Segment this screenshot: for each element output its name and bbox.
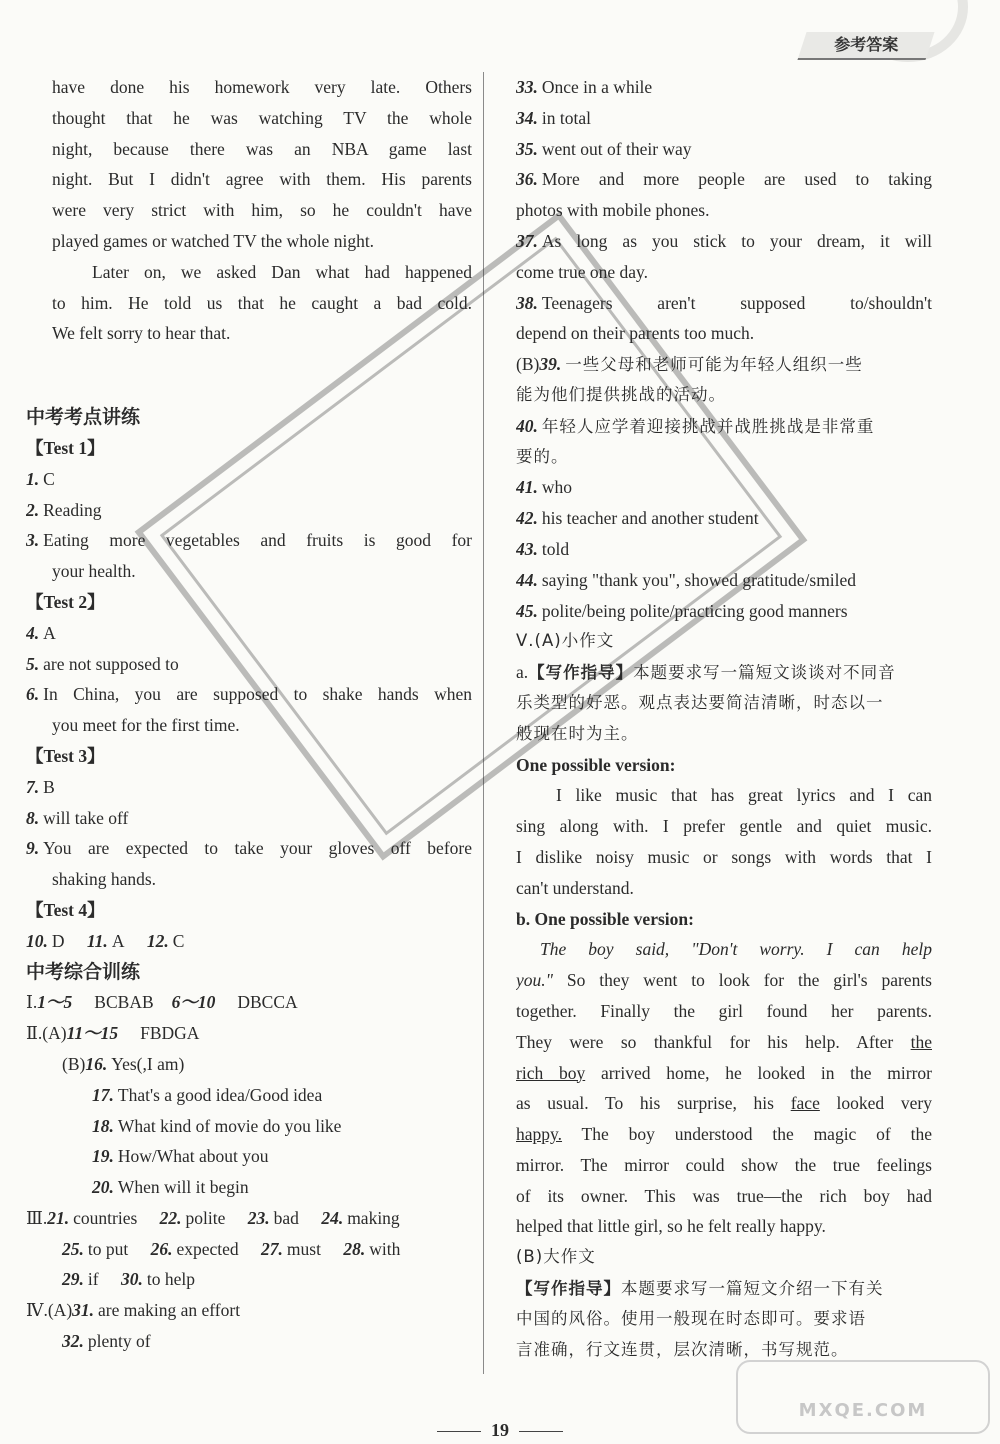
answer-number: 22.	[159, 1207, 182, 1228]
text-line: night. But I didn't agree with them. His parents	[52, 169, 472, 190]
test-label: 【Test 4】	[26, 899, 105, 920]
answer-item	[516, 103, 932, 134]
answer-text: will take off	[43, 807, 129, 828]
essay-text: They were so thankful for his help. After	[516, 1031, 911, 1052]
answer-text: Eating more vegetables and fruits is good for	[43, 530, 472, 551]
answer-number: 29.	[62, 1269, 84, 1290]
answer-continuation: depend on their parents too much.	[516, 323, 755, 344]
essay-line	[516, 1088, 932, 1119]
essay-line	[516, 965, 932, 996]
answer-number: 3.	[26, 530, 40, 551]
answer-number: 37.	[516, 230, 538, 251]
essay-line: I like music that has great lyrics and I can	[556, 785, 932, 806]
answer-number: 2.	[26, 499, 40, 520]
answer-text: his teacher and another student	[541, 508, 759, 529]
answer-number: 24.	[321, 1207, 344, 1228]
essay-italic: you."	[516, 970, 553, 991]
answer-number: 41.	[516, 477, 538, 498]
guide-text: 般现在时为主。	[516, 723, 639, 743]
answer-continuation: come true one day.	[516, 261, 649, 282]
answer-number: 6.	[26, 684, 40, 705]
answer-number: 26.	[150, 1238, 173, 1259]
answer-number: 21.	[47, 1207, 70, 1228]
answer-text: to put	[87, 1238, 129, 1259]
answer-number: 19.	[92, 1146, 114, 1167]
answer-continuation: your health.	[52, 561, 136, 582]
answer-number: 17.	[92, 1084, 114, 1105]
part-label: (A)	[47, 1300, 73, 1321]
answer-text: What kind of movie do you like	[117, 1115, 342, 1136]
essay-text: looked very	[819, 1093, 932, 1114]
answer-number: 39.	[539, 354, 562, 375]
answer-number: 18.	[92, 1115, 114, 1136]
header-tab	[797, 32, 934, 60]
answer-number: 10.	[26, 930, 48, 951]
test-label: 【Test 1】	[26, 437, 105, 458]
essay-line: I dislike noisy music or songs with words that I	[516, 846, 932, 867]
text-line: have done his homework very late. Others	[52, 77, 472, 97]
answer-text: bad	[273, 1207, 299, 1228]
answer-number: 25.	[62, 1238, 84, 1259]
answer-text: C	[43, 468, 55, 489]
section-title: 中考综合训练	[26, 960, 141, 983]
answer-text: to help	[146, 1269, 195, 1290]
essay-text: arrived home, he looked in the mirror	[585, 1062, 932, 1083]
text-line: were very strict with him, so he couldn't have	[52, 200, 472, 221]
answer-number: 4.	[26, 622, 40, 643]
section-heading: (B)大作文	[516, 1247, 596, 1267]
guide-text: 言准确，行文连贯，层次清晰，书写规范。	[516, 1339, 849, 1359]
answer-text: A	[111, 930, 125, 951]
answer-number: 8.	[26, 807, 40, 828]
answer-item	[26, 1111, 472, 1142]
answer-text: More and more people are used to taking	[541, 169, 932, 190]
answer-item	[26, 1141, 472, 1172]
answer-item	[26, 1295, 472, 1326]
essay-line	[516, 1058, 932, 1089]
answer-item	[26, 1080, 472, 1111]
roman-numeral: Ⅱ.	[26, 1023, 43, 1044]
answer-text: BCBAB	[94, 992, 154, 1013]
part-label: (A)	[42, 1023, 67, 1044]
answer-number: 42.	[516, 508, 538, 529]
answer-text: 年轻人应学着迎接挑战并战胜挑战是非常重	[541, 416, 875, 436]
essay-line: of its owner. This was true—the rich boy had	[516, 1185, 932, 1206]
answer-item	[26, 987, 472, 1018]
essay-underline: face	[790, 1093, 820, 1114]
answer-text: Once in a while	[541, 77, 653, 97]
answer-text: told	[541, 538, 570, 559]
text-line: night, because there was an NBA game last	[52, 138, 472, 159]
answer-text: countries	[73, 1207, 138, 1228]
section-title: 中考考点讲练	[26, 406, 141, 429]
answer-continuation: shaking hands.	[52, 869, 157, 890]
answer-number: 35.	[516, 138, 538, 159]
text-line: to him. He told us that he caught a bad cold.	[52, 292, 472, 313]
guide-text: 乐类型的好恶。观点表达要简洁清晰，时态以一	[516, 692, 884, 712]
answer-text: When will it begin	[117, 1177, 249, 1198]
essay-text: The boy understood the magic of the	[562, 1124, 932, 1145]
text-line: thought that he was watching TV the whole	[52, 107, 472, 128]
answer-item	[26, 926, 472, 957]
roman-numeral: Ⅳ.	[26, 1300, 48, 1321]
answer-item	[516, 72, 932, 103]
answer-text: FBDGA	[140, 1023, 200, 1044]
answer-range: 6～10	[171, 992, 216, 1013]
essay-line: helped that little girl, so he felt really happy.	[516, 1216, 826, 1237]
answer-text: went out of their way	[541, 138, 692, 159]
test-label: 【Test 3】	[26, 745, 105, 766]
answer-item	[516, 134, 932, 165]
answer-number: 34.	[516, 107, 538, 128]
item-prefix: a.	[516, 662, 529, 683]
answer-text: saying "thank you", showed gratitude/smiled	[541, 569, 857, 590]
version-text: One possible version:	[534, 908, 694, 929]
answer-text: C	[172, 930, 185, 951]
essay-underline: happy.	[516, 1124, 563, 1145]
answer-text: with	[369, 1238, 401, 1259]
answer-continuation: 能为他们提供挑战的活动。	[516, 384, 726, 404]
answer-text: polite/being polite/practicing good manners	[541, 600, 848, 621]
guide-text: 本题要求写一篇短文介绍一下有关	[621, 1279, 884, 1299]
answer-item	[26, 1264, 472, 1295]
text-line: Later on, we asked Dan what had happened	[92, 261, 472, 282]
answer-number: 32.	[62, 1331, 84, 1352]
answer-item	[26, 1203, 472, 1234]
writing-guide	[516, 1273, 932, 1304]
essay-line: together. Finally the girl found her parents.	[516, 1000, 932, 1021]
answer-number: 33.	[516, 77, 538, 97]
watermark-text: MXQE.COM	[798, 1400, 928, 1421]
answer-number: 28.	[343, 1238, 366, 1259]
answer-text: expected	[176, 1238, 239, 1259]
essay-line: sing along with. I prefer gentle and quiet music.	[516, 816, 932, 837]
answer-number: 9.	[26, 838, 40, 859]
answer-text: DBCCA	[237, 992, 298, 1013]
answer-number: 5.	[26, 653, 40, 674]
guide-label: 【写作指导】	[528, 663, 634, 683]
answer-number: 23.	[247, 1207, 270, 1228]
roman-numeral: Ⅰ.	[26, 992, 38, 1013]
answer-item	[516, 164, 932, 195]
answer-number: 27.	[261, 1238, 283, 1259]
answer-number: 43.	[516, 538, 538, 559]
answer-item	[26, 1049, 472, 1080]
part-label: (B)	[516, 354, 540, 375]
essay-underline: the	[910, 1031, 932, 1052]
answer-text: How/What about you	[117, 1146, 269, 1167]
part-label: (B)	[62, 1053, 86, 1074]
answer-text: making	[347, 1207, 400, 1228]
answer-number: 7.	[26, 776, 40, 797]
answer-text: A	[43, 622, 56, 643]
answer-text: You are expected to take your gloves off before	[43, 838, 472, 859]
essay-line: mirror. The mirror could show the true feelings	[516, 1154, 932, 1175]
answer-item	[26, 1018, 472, 1049]
page-number: 19	[0, 1420, 1000, 1441]
version-label	[516, 904, 932, 935]
answer-text: D	[51, 930, 65, 951]
essay-line: The boy said, "Don't worry. I can help	[540, 939, 932, 960]
guide-text: 中国的风俗。使用一般现在时态即可。要求语	[516, 1308, 866, 1328]
essay-line	[516, 1119, 932, 1150]
answer-number: 11.	[86, 930, 108, 951]
answer-number: 40.	[516, 415, 538, 436]
answer-range: 11～15	[66, 1023, 119, 1044]
answer-number: 12.	[146, 930, 169, 951]
answer-text: B	[43, 776, 55, 797]
answer-text: 一些父母和老师可能为年轻人组织一些	[565, 355, 863, 375]
answer-number: 38.	[516, 292, 538, 313]
text-line: played games or watched TV the whole night.	[52, 230, 375, 251]
essay-line: can't understand.	[516, 877, 634, 898]
answer-continuation: photos with mobile phones.	[516, 200, 710, 221]
version-label: One possible version:	[516, 754, 676, 775]
answer-text: must	[286, 1238, 321, 1259]
guide-text: 本题要求写一篇短文谈谈对不同音	[633, 663, 896, 683]
answer-number: 20.	[92, 1177, 114, 1198]
answer-continuation: you meet for the first time.	[52, 715, 240, 736]
essay-text: So they went to look for the girl's parents	[553, 970, 932, 991]
answer-text: are making an effort	[98, 1300, 241, 1321]
item-prefix: b.	[516, 908, 531, 929]
answer-number: 31.	[72, 1300, 95, 1321]
answer-number: 45.	[516, 600, 538, 621]
answer-text: In China, you are supposed to shake hands when	[43, 684, 472, 705]
essay-line	[516, 1027, 932, 1058]
answer-number: 1.	[26, 468, 40, 489]
answer-item	[26, 1326, 472, 1357]
header-tab-label: 参考答案	[834, 35, 899, 54]
answer-text: if	[87, 1269, 99, 1290]
answer-text: plenty of	[87, 1331, 151, 1352]
answer-text: Teenagers aren't supposed to/shouldn't	[541, 292, 932, 313]
essay-text: as usual. To his surprise, his	[516, 1093, 791, 1114]
answer-continuation: 要的。	[516, 446, 569, 466]
section-heading: Ⅴ.(A)小作文	[516, 631, 615, 651]
answer-item	[26, 1172, 472, 1203]
answer-item	[26, 1234, 472, 1265]
test-label: 【Test 2】	[26, 591, 105, 612]
answer-text: That's a good idea/Good idea	[117, 1084, 323, 1105]
answer-text: who	[541, 477, 573, 498]
answer-text: are not supposed to	[43, 653, 179, 674]
answer-number: 44.	[516, 569, 538, 590]
answer-text: polite	[185, 1207, 226, 1228]
roman-numeral: Ⅲ.	[26, 1207, 48, 1228]
answer-text: As long as you stick to your dream, it will	[541, 230, 932, 251]
answer-range: 1～5	[37, 992, 73, 1013]
answer-number: 16.	[85, 1053, 108, 1074]
answer-text: Reading	[43, 499, 102, 520]
answer-number: 30.	[120, 1269, 143, 1290]
guide-label: 【写作指导】	[516, 1279, 621, 1299]
answer-text: in total	[541, 107, 591, 128]
text-line: We felt sorry to hear that.	[52, 323, 231, 344]
answer-number: 36.	[516, 169, 538, 190]
essay-underline: rich boy	[516, 1062, 586, 1083]
answer-text: Yes(,I am)	[111, 1053, 185, 1074]
